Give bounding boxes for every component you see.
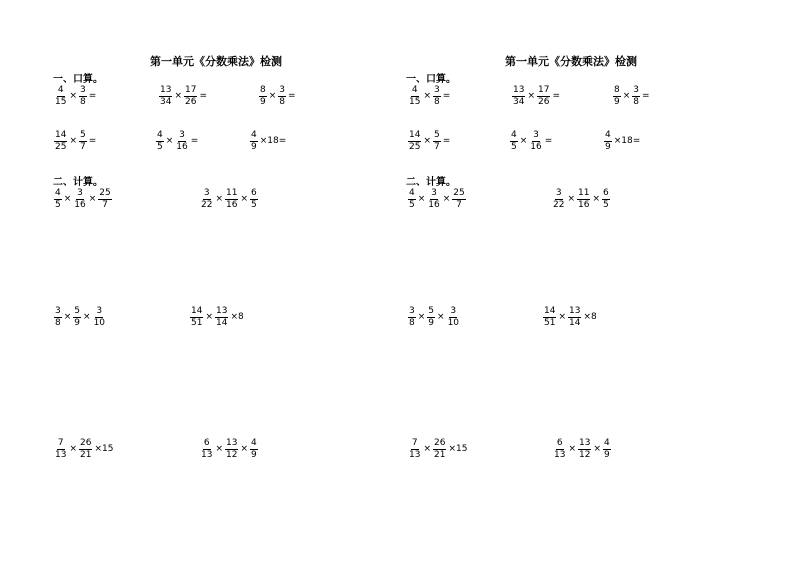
- fraction: [447, 306, 460, 329]
- denominator: 16: [428, 200, 440, 210]
- denominator: 9: [260, 97, 266, 107]
- numerator: 13: [569, 306, 581, 316]
- oral-problem: [258, 85, 297, 108]
- fraction: [79, 85, 87, 108]
- numerator: 17: [538, 85, 550, 95]
- fraction: [159, 85, 172, 108]
- numerator: 13: [579, 438, 591, 448]
- calc-problem: [189, 306, 245, 329]
- fraction: [200, 438, 213, 461]
- numerator: 11: [578, 188, 590, 198]
- oral-section-label: 一、口算。: [406, 74, 456, 85]
- numerator: 14: [191, 306, 203, 316]
- denominator: 26: [185, 97, 197, 107]
- numerator: 13: [226, 438, 238, 448]
- denominator: 12: [226, 450, 238, 460]
- times-operator: ×: [417, 312, 426, 322]
- numerator: 3: [555, 188, 562, 198]
- expression-tail: =: [190, 136, 199, 146]
- numerator: 7: [57, 438, 64, 448]
- times-operator: ×: [527, 91, 535, 101]
- denominator: 9: [74, 318, 81, 328]
- fraction: [408, 188, 416, 211]
- denominator: 5: [511, 142, 517, 152]
- numerator: 25: [453, 188, 465, 198]
- times-operator: ×: [519, 136, 528, 146]
- denominator: 9: [251, 142, 257, 152]
- fraction: [278, 85, 286, 108]
- fraction: [427, 306, 435, 329]
- numerator: 6: [603, 188, 609, 198]
- denominator: 8: [409, 318, 415, 328]
- fraction: [184, 85, 197, 108]
- denominator: 16: [74, 200, 86, 210]
- fraction: [433, 438, 446, 461]
- calc-problem: [407, 306, 461, 329]
- denominator: 8: [279, 97, 286, 107]
- numerator: 26: [80, 438, 92, 448]
- fraction: [408, 130, 421, 153]
- denominator: 5: [409, 200, 415, 210]
- expression-tail: =: [544, 136, 553, 146]
- fraction: [54, 188, 62, 211]
- times-operator: ×: [88, 194, 97, 204]
- numerator: 8: [260, 85, 266, 95]
- worksheet-right: [397, 0, 794, 561]
- oral-problem: [158, 85, 208, 108]
- denominator: 16: [176, 142, 188, 152]
- fraction: [250, 188, 258, 211]
- times-operator: ×: [174, 91, 182, 101]
- denominator: 7: [80, 142, 86, 152]
- denominator: 26: [538, 97, 550, 107]
- fraction: [604, 130, 612, 153]
- calc-problem: [407, 188, 467, 211]
- denominator: 15: [409, 97, 421, 107]
- numerator: 3: [533, 130, 539, 140]
- expression-tail: =: [442, 136, 451, 146]
- fraction: [98, 188, 111, 211]
- oral-problem: [612, 85, 651, 108]
- denominator: 25: [409, 142, 421, 152]
- fraction: [602, 188, 610, 211]
- times-operator: ×: [593, 444, 601, 454]
- numerator: 6: [203, 438, 210, 448]
- expression-tail: =: [642, 91, 650, 101]
- calc-problem: [53, 438, 114, 461]
- numerator: 3: [203, 188, 210, 198]
- expression-tail: ×8: [583, 312, 597, 322]
- denominator: 22: [201, 200, 213, 210]
- denominator: 5: [157, 142, 163, 152]
- oral-problem: [155, 130, 199, 153]
- times-operator: ×: [417, 194, 426, 204]
- denominator: 7: [102, 200, 108, 210]
- fraction: [190, 306, 203, 329]
- numerator: 3: [434, 85, 440, 95]
- denominator: 12: [579, 450, 591, 460]
- denominator: 9: [251, 450, 257, 460]
- fraction: [408, 306, 416, 329]
- denominator: 9: [604, 450, 610, 460]
- times-operator: ×: [592, 194, 600, 204]
- fraction: [225, 438, 238, 461]
- calc-problem: [542, 306, 598, 329]
- times-operator: ×: [240, 444, 248, 454]
- denominator: 13: [201, 450, 213, 460]
- fraction: [427, 188, 440, 211]
- times-operator: ×: [215, 194, 223, 204]
- fraction: [433, 130, 441, 153]
- denominator: 25: [55, 142, 67, 152]
- fraction: [175, 130, 188, 153]
- expression-tail: ×8: [230, 312, 244, 322]
- denominator: 14: [216, 318, 228, 328]
- numerator: 4: [511, 130, 517, 140]
- denominator: 14: [569, 318, 581, 328]
- expression-tail: ×18=: [613, 136, 641, 146]
- denominator: 9: [614, 97, 620, 107]
- times-operator: ×: [568, 444, 576, 454]
- expression-tail: =: [88, 136, 97, 146]
- oral-problem: [509, 130, 553, 153]
- numerator: 14: [409, 130, 421, 140]
- fraction: [250, 130, 258, 153]
- numerator: 3: [77, 188, 83, 198]
- times-operator: ×: [442, 194, 451, 204]
- fraction: [200, 188, 213, 211]
- times-operator: ×: [63, 312, 72, 322]
- denominator: 8: [434, 97, 440, 107]
- denominator: 7: [434, 142, 440, 152]
- oral-problem: [53, 130, 97, 153]
- times-operator: ×: [423, 91, 431, 101]
- oral-problem: [511, 85, 561, 108]
- fraction: [603, 438, 611, 461]
- numerator: 4: [411, 85, 418, 95]
- fraction: [54, 85, 67, 108]
- numerator: 3: [80, 85, 86, 95]
- fraction: [408, 85, 421, 108]
- expression-tail: ×15: [448, 444, 468, 454]
- calc-section-label: 二、计算。: [53, 177, 103, 188]
- expression-tail: =: [442, 91, 451, 101]
- numerator: 6: [556, 438, 563, 448]
- fraction: [79, 438, 92, 461]
- denominator: 21: [434, 450, 446, 460]
- denominator: 21: [80, 450, 92, 460]
- fraction: [250, 438, 258, 461]
- times-operator: ×: [69, 136, 77, 146]
- denominator: 5: [603, 200, 609, 210]
- numerator: 5: [80, 130, 86, 140]
- numerator: 3: [179, 130, 185, 140]
- numerator: 3: [409, 306, 415, 316]
- denominator: 13: [55, 450, 67, 460]
- times-operator: ×: [215, 444, 223, 454]
- expression-tail: ×18=: [259, 136, 287, 146]
- oral-section-label: 一、口算。: [53, 74, 103, 85]
- worksheet-title: 第一单元《分数乘法》检测: [150, 55, 282, 68]
- numerator: 3: [633, 85, 640, 95]
- denominator: 16: [530, 142, 542, 152]
- times-operator: ×: [69, 91, 77, 101]
- fraction: [408, 438, 421, 461]
- times-operator: ×: [63, 194, 72, 204]
- fraction: [54, 306, 62, 329]
- numerator: 17: [185, 85, 197, 95]
- fraction: [510, 130, 518, 153]
- numerator: 3: [450, 306, 457, 316]
- fraction: [452, 188, 465, 211]
- times-operator: ×: [558, 312, 566, 322]
- numerator: 4: [605, 130, 611, 140]
- fraction: [73, 306, 81, 329]
- denominator: 22: [553, 200, 565, 210]
- denominator: 8: [55, 318, 61, 328]
- times-operator: ×: [622, 91, 631, 101]
- denominator: 15: [55, 97, 67, 107]
- fraction: [225, 188, 238, 211]
- numerator: 7: [411, 438, 418, 448]
- fraction: [632, 85, 640, 108]
- expression-tail: =: [552, 91, 560, 101]
- denominator: 10: [93, 318, 106, 328]
- calc-problem: [199, 438, 259, 461]
- fraction: [79, 130, 87, 153]
- denominator: 16: [226, 200, 238, 210]
- expression-tail: ×15: [94, 444, 114, 454]
- numerator: 8: [614, 85, 620, 95]
- numerator: 13: [216, 306, 228, 316]
- numerator: 14: [55, 130, 67, 140]
- times-operator: ×: [268, 91, 277, 101]
- times-operator: ×: [165, 136, 174, 146]
- expression-tail: =: [88, 91, 97, 101]
- oral-problem: [407, 130, 451, 153]
- fraction: [537, 85, 550, 108]
- fraction: [156, 130, 164, 153]
- oral-problem: [603, 130, 641, 153]
- numerator: 3: [431, 188, 437, 198]
- calc-problem: [53, 188, 113, 211]
- numerator: 4: [55, 188, 61, 198]
- denominator: 51: [191, 318, 203, 328]
- numerator: 14: [544, 306, 556, 316]
- denominator: 34: [513, 97, 525, 107]
- fraction: [73, 188, 86, 211]
- fraction: [568, 306, 581, 329]
- numerator: 6: [251, 188, 257, 198]
- fraction: [215, 306, 228, 329]
- numerator: 25: [99, 188, 111, 198]
- times-operator: ×: [83, 312, 91, 322]
- numerator: 4: [604, 438, 610, 448]
- fraction: [512, 85, 525, 108]
- times-operator: ×: [437, 312, 445, 322]
- numerator: 3: [96, 306, 103, 316]
- fraction: [578, 438, 591, 461]
- numerator: 26: [434, 438, 446, 448]
- denominator: 5: [251, 200, 257, 210]
- fraction: [529, 130, 542, 153]
- denominator: 10: [447, 318, 460, 328]
- calc-problem: [199, 188, 259, 211]
- fraction: [54, 438, 67, 461]
- numerator: 3: [279, 85, 286, 95]
- expression-tail: =: [199, 91, 207, 101]
- times-operator: ×: [240, 194, 248, 204]
- fraction: [433, 85, 441, 108]
- fraction: [259, 85, 267, 108]
- times-operator: ×: [423, 136, 431, 146]
- worksheet-title: 第一单元《分数乘法》检测: [505, 55, 637, 68]
- numerator: 5: [428, 306, 435, 316]
- fraction: [93, 306, 106, 329]
- times-operator: ×: [69, 444, 77, 454]
- fraction: [543, 306, 556, 329]
- denominator: 51: [544, 318, 556, 328]
- numerator: 4: [409, 188, 415, 198]
- denominator: 8: [633, 97, 640, 107]
- numerator: 4: [251, 438, 257, 448]
- fraction: [577, 188, 590, 211]
- oral-problem: [407, 85, 451, 108]
- numerator: 5: [434, 130, 440, 140]
- expression-tail: =: [288, 91, 296, 101]
- denominator: 13: [554, 450, 566, 460]
- calc-problem: [407, 438, 468, 461]
- oral-problem: [53, 85, 97, 108]
- numerator: 4: [251, 130, 257, 140]
- denominator: 34: [160, 97, 172, 107]
- fraction: [552, 188, 565, 211]
- numerator: 13: [513, 85, 525, 95]
- times-operator: ×: [205, 312, 213, 322]
- oral-problem: [249, 130, 287, 153]
- numerator: 13: [160, 85, 172, 95]
- fraction: [613, 85, 621, 108]
- denominator: 5: [55, 200, 61, 210]
- denominator: 9: [428, 318, 435, 328]
- denominator: 9: [605, 142, 611, 152]
- numerator: 5: [74, 306, 81, 316]
- denominator: 7: [456, 200, 462, 210]
- calc-section-label: 二、计算。: [406, 177, 456, 188]
- times-operator: ×: [567, 194, 575, 204]
- fraction: [553, 438, 566, 461]
- numerator: 3: [55, 306, 61, 316]
- numerator: 4: [57, 85, 64, 95]
- times-operator: ×: [423, 444, 431, 454]
- calc-problem: [551, 188, 611, 211]
- denominator: 16: [578, 200, 590, 210]
- fraction: [54, 130, 67, 153]
- denominator: 8: [80, 97, 86, 107]
- numerator: 11: [226, 188, 238, 198]
- numerator: 4: [157, 130, 163, 140]
- calc-problem: [552, 438, 612, 461]
- denominator: 13: [409, 450, 421, 460]
- calc-problem: [53, 306, 107, 329]
